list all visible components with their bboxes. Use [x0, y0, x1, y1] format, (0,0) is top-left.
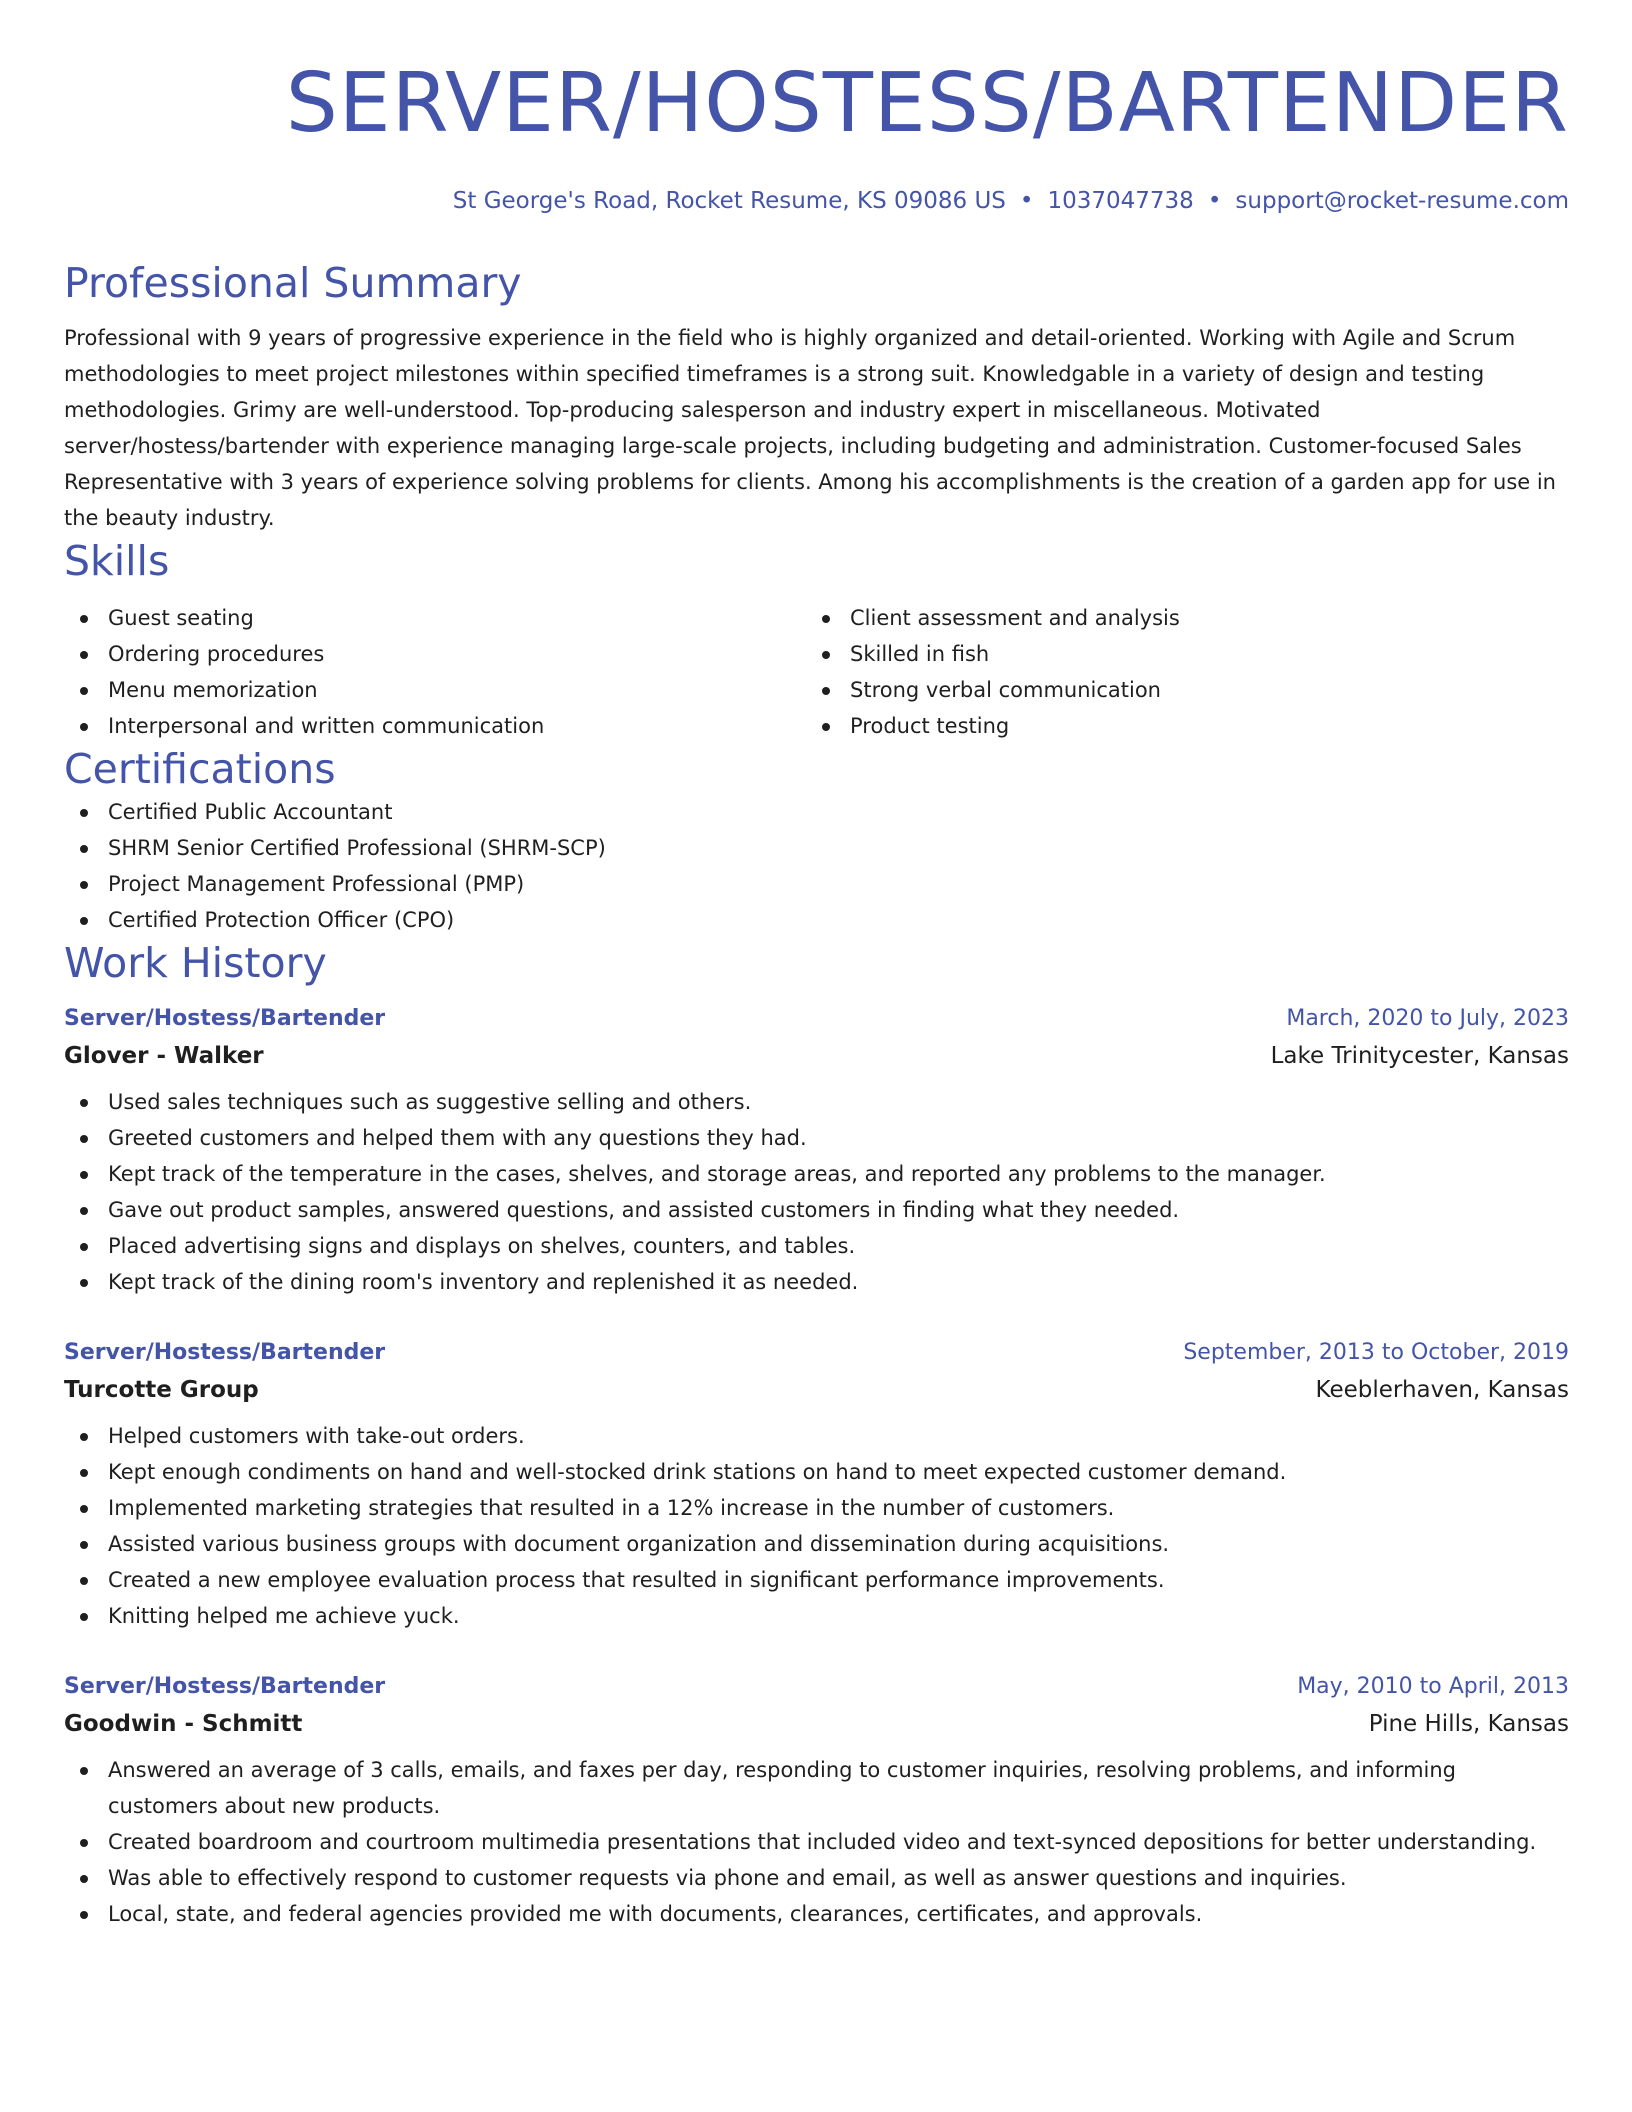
- job-bullets: [64, 1752, 1569, 1932]
- job-bullet: Kept track of the dining room's inventory and replenished it as needed.: [64, 1264, 1569, 1300]
- contact-separator: •: [1207, 188, 1222, 214]
- candidate-name: SERVER/HOSTESS/BARTENDER: [285, 56, 1569, 151]
- job-bullet: Helped customers with take-out orders.: [64, 1418, 1569, 1454]
- job-dates: March, 2020 to July, 2023: [1286, 1006, 1569, 1031]
- job-bullet: Created a new employee evaluation process that resulted in significant performance improvements.: [64, 1562, 1569, 1598]
- skill-item: Menu memorization: [64, 672, 806, 708]
- job-title: Server/Hostess/Bartender: [64, 1006, 386, 1031]
- skill-item: Product testing: [806, 708, 1548, 744]
- job-entry: [64, 1670, 1569, 1932]
- job-bullet: Created boardroom and courtroom multimedia presentations that included video and text-synced depositions for better understanding.: [64, 1824, 1569, 1860]
- certification-item: Certified Protection Officer (CPO): [64, 902, 1569, 938]
- job-dates: May, 2010 to April, 2013: [1297, 1674, 1569, 1699]
- job-bullet: Placed advertising signs and displays on shelves, counters, and tables.: [64, 1228, 1569, 1264]
- skill-item: Ordering procedures: [64, 636, 806, 672]
- skills-list-left: [64, 600, 806, 744]
- job-location: Keeblerhaven, Kansas: [1315, 1377, 1569, 1403]
- section-title-certifications: Certifications: [64, 745, 336, 793]
- job-bullet: Kept enough condiments on hand and well-stocked drink stations on hand to meet expected customer demand.: [64, 1454, 1569, 1490]
- job-bullet: Implemented marketing strategies that resulted in a 12% increase in the number of customers.: [64, 1490, 1569, 1526]
- job-bullet: Was able to effectively respond to customer requests via phone and email, as well as answer questions and inquiries.: [64, 1860, 1569, 1896]
- contact-email[interactable]: support@rocket-resume.com: [1235, 188, 1569, 214]
- job-header-row: [64, 1336, 1569, 1370]
- job-company-row: [64, 1704, 1569, 1744]
- job-title: Server/Hostess/Bartender: [64, 1340, 386, 1365]
- certification-item: Project Management Professional (PMP): [64, 866, 1569, 902]
- job-bullet: Local, state, and federal agencies provided me with documents, clearances, certificates, and approvals.: [64, 1896, 1569, 1932]
- certification-item: SHRM Senior Certified Professional (SHRM-SCP): [64, 830, 1569, 866]
- job-bullet: Gave out product samples, answered questions, and assisted customers in finding what they needed.: [64, 1192, 1569, 1228]
- job-header-row: [64, 1670, 1569, 1704]
- certification-item: Certified Public Accountant: [64, 794, 1569, 830]
- skill-item: Guest seating: [64, 600, 806, 636]
- skills-grid: [64, 600, 1569, 744]
- summary-section: [64, 258, 1569, 536]
- skills-list-right: [806, 600, 1548, 744]
- contact-address: St George's Road, Rocket Resume, KS 09086 US: [452, 188, 1006, 214]
- job-bullet: Used sales techniques such as suggestive selling and others.: [64, 1084, 1569, 1120]
- summary-text: Professional with 9 years of progressive experience in the field who is highly organized and detail-oriented. Working with Agile and Scrum methodologies to meet project milestones within specified timeframes is a strong suit. Knowledgable in a variety of design and testing methodologies. Grimy are well-understood. Top-producing salesperson and industry expert in miscellaneous. Motivated server/hostess/bartender with experience managing large-scale projects, including budgeting and administration. Customer-focused Sales Representative with 3 years of experience solving problems for clients. Among his accomplishments is the creation of a garden app for use in the beauty industry.: [64, 326, 1556, 530]
- section-title-skills: Skills: [64, 537, 170, 585]
- contact-phone: 1037047738: [1047, 188, 1194, 214]
- resume-header: [64, 0, 1569, 216]
- job-company: Turcotte Group: [64, 1377, 259, 1403]
- section-title-work-history: Work History: [64, 939, 327, 987]
- job-entry: [64, 1336, 1569, 1634]
- job-title: Server/Hostess/Bartender: [64, 1674, 386, 1699]
- job-entry: [64, 1002, 1569, 1300]
- job-bullet: Assisted various business groups with document organization and dissemination during acquisitions.: [64, 1526, 1569, 1562]
- job-bullet: Greeted customers and helped them with any questions they had.: [64, 1120, 1569, 1156]
- job-bullet: Kept track of the temperature in the cases, shelves, and storage areas, and reported any problems to the manager.: [64, 1156, 1569, 1192]
- job-company: Goodwin - Schmitt: [64, 1711, 303, 1737]
- job-bullet: Answered an average of 3 calls, emails, and faxes per day, responding to customer inquiries, resolving problems, and informing customers about new products.: [64, 1752, 1569, 1824]
- job-bullet: Knitting helped me achieve yuck.: [64, 1598, 1569, 1634]
- job-company-row: [64, 1370, 1569, 1410]
- job-header-row: [64, 1002, 1569, 1036]
- job-bullets: [64, 1418, 1569, 1634]
- section-title-summary: Professional Summary: [64, 259, 522, 307]
- certifications-section: [64, 744, 1569, 938]
- contact-line: [64, 186, 1569, 216]
- certifications-list: [64, 794, 1569, 938]
- skills-section: [64, 536, 1569, 744]
- skill-item: Strong verbal communication: [806, 672, 1548, 708]
- job-company-row: [64, 1036, 1569, 1076]
- skill-item: Skilled in fish: [806, 636, 1548, 672]
- work-history-section: [64, 938, 1569, 1932]
- skill-item: Client assessment and analysis: [806, 600, 1548, 636]
- job-company: Glover - Walker: [64, 1043, 264, 1069]
- job-bullets: [64, 1084, 1569, 1300]
- job-dates: September, 2013 to October, 2019: [1183, 1340, 1569, 1365]
- job-location: Lake Trinitycester, Kansas: [1270, 1043, 1569, 1069]
- job-location: Pine Hills, Kansas: [1368, 1711, 1569, 1737]
- contact-separator: •: [1019, 188, 1034, 214]
- skill-item: Interpersonal and written communication: [64, 708, 806, 744]
